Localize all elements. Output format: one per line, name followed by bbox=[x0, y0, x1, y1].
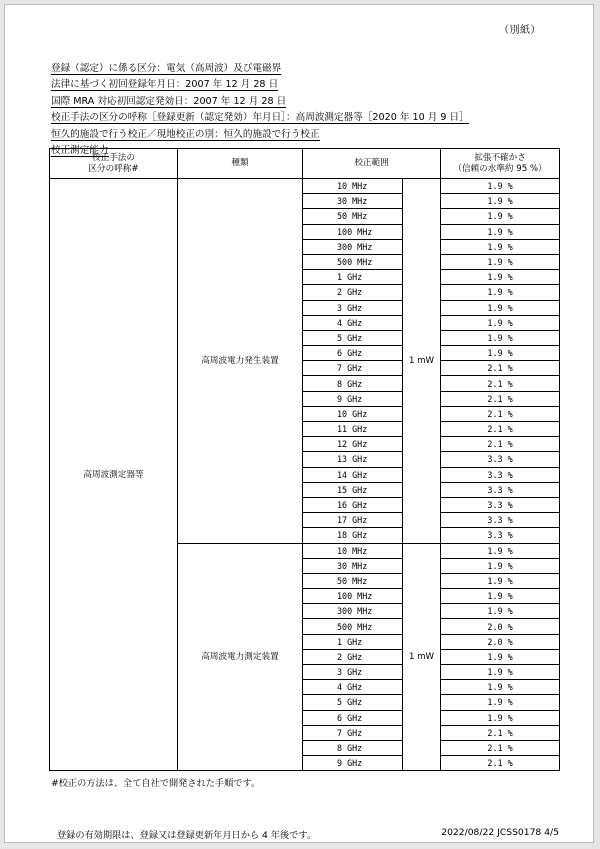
document-id: 2022/08/22 JCSS0178 4/5 bbox=[441, 827, 559, 838]
frequency-cell: 4 GHz bbox=[303, 680, 403, 695]
annex-label: （別紙） bbox=[499, 25, 541, 36]
uncertainty-cell: 2.1 % bbox=[441, 422, 560, 437]
frequency-cell: 5 GHz bbox=[303, 695, 403, 710]
header-line: 法律に基づく初回登録年月日：2007 年 12 月 28 日 bbox=[51, 79, 279, 91]
uncertainty-cell: 1.9 % bbox=[441, 209, 560, 224]
uncertainty-cell: 1.9 % bbox=[441, 315, 560, 330]
type-cell: 高周波電力測定装置 bbox=[178, 543, 303, 771]
frequency-cell: 1 GHz bbox=[303, 270, 403, 285]
frequency-cell: 1 GHz bbox=[303, 634, 403, 649]
level-cell: 1 mW bbox=[403, 543, 441, 771]
uncertainty-cell: 2.1 % bbox=[441, 376, 560, 391]
level-cell: 1 mW bbox=[403, 179, 441, 544]
frequency-cell: 10 MHz bbox=[303, 179, 403, 194]
type-cell: 高周波電力発生装置 bbox=[178, 179, 303, 544]
table-header-row bbox=[50, 149, 560, 179]
uncertainty-cell: 3.3 % bbox=[441, 467, 560, 482]
frequency-cell: 300 MHz bbox=[303, 239, 403, 254]
frequency-cell: 16 GHz bbox=[303, 497, 403, 512]
frequency-cell: 6 GHz bbox=[303, 710, 403, 725]
frequency-cell: 9 GHz bbox=[303, 391, 403, 406]
uncertainty-cell: 2.1 % bbox=[441, 391, 560, 406]
uncertainty-cell: 1.9 % bbox=[441, 710, 560, 725]
capability-table bbox=[49, 148, 560, 771]
frequency-cell: 11 GHz bbox=[303, 422, 403, 437]
frequency-cell: 300 MHz bbox=[303, 604, 403, 619]
uncertainty-cell: 2.1 % bbox=[441, 725, 560, 740]
table-body bbox=[50, 179, 560, 771]
footnote: #校正の方法は、全て自社で開発された手順です。 bbox=[51, 778, 261, 789]
frequency-cell: 30 MHz bbox=[303, 194, 403, 209]
uncertainty-cell: 2.0 % bbox=[441, 619, 560, 634]
frequency-cell: 8 GHz bbox=[303, 740, 403, 755]
validity-note: 登録の有効期限は、登録又は登録更新年月日から 4 年後です。 bbox=[57, 830, 317, 841]
frequency-cell: 15 GHz bbox=[303, 482, 403, 497]
uncertainty-cell: 2.0 % bbox=[441, 634, 560, 649]
uncertainty-cell: 1.9 % bbox=[441, 680, 560, 695]
uncertainty-cell: 1.9 % bbox=[441, 346, 560, 361]
frequency-cell: 2 GHz bbox=[303, 649, 403, 664]
uncertainty-cell: 2.1 % bbox=[441, 406, 560, 421]
header-line: 恒久的施設で行う校正／現地校正の別：恒久的施設で行う校正 bbox=[51, 128, 320, 140]
frequency-cell: 17 GHz bbox=[303, 513, 403, 528]
frequency-cell: 5 GHz bbox=[303, 330, 403, 345]
uncertainty-cell: 1.9 % bbox=[441, 649, 560, 664]
uncertainty-cell: 3.3 % bbox=[441, 528, 560, 543]
header-line: 国際 MRA 対応初回認定発効日：2007 年 12 月 28 日 bbox=[51, 95, 287, 107]
frequency-cell: 500 MHz bbox=[303, 254, 403, 269]
frequency-cell: 100 MHz bbox=[303, 589, 403, 604]
uncertainty-cell: 2.1 % bbox=[441, 437, 560, 452]
uncertainty-cell: 1.9 % bbox=[441, 194, 560, 209]
uncertainty-cell: 3.3 % bbox=[441, 452, 560, 467]
uncertainty-cell: 1.9 % bbox=[441, 695, 560, 710]
uncertainty-cell: 1.9 % bbox=[441, 224, 560, 239]
uncertainty-cell: 2.1 % bbox=[441, 740, 560, 755]
frequency-cell: 10 MHz bbox=[303, 543, 403, 558]
uncertainty-cell: 1.9 % bbox=[441, 573, 560, 588]
header-line: 登録（認定）に係る区分：電気（高周波）及び電磁界 bbox=[51, 63, 282, 74]
frequency-cell: 18 GHz bbox=[303, 528, 403, 543]
header-uncertainty: 拡張不確かさ （信頼の水準約 95 %） bbox=[441, 149, 560, 179]
frequency-cell: 50 MHz bbox=[303, 209, 403, 224]
frequency-cell: 3 GHz bbox=[303, 665, 403, 680]
uncertainty-cell: 2.1 % bbox=[441, 756, 560, 771]
frequency-cell: 12 GHz bbox=[303, 437, 403, 452]
uncertainty-cell: 3.3 % bbox=[441, 482, 560, 497]
header-range: 校正範囲 bbox=[303, 149, 441, 179]
uncertainty-cell: 1.9 % bbox=[441, 558, 560, 573]
frequency-cell: 100 MHz bbox=[303, 224, 403, 239]
frequency-cell: 6 GHz bbox=[303, 346, 403, 361]
frequency-cell: 500 MHz bbox=[303, 619, 403, 634]
uncertainty-cell: 1.9 % bbox=[441, 589, 560, 604]
uncertainty-cell: 1.9 % bbox=[441, 239, 560, 254]
frequency-cell: 30 MHz bbox=[303, 558, 403, 573]
frequency-cell: 13 GHz bbox=[303, 452, 403, 467]
uncertainty-cell: 1.9 % bbox=[441, 604, 560, 619]
frequency-cell: 3 GHz bbox=[303, 300, 403, 315]
method-cell: 高周波測定器等 bbox=[50, 179, 178, 771]
uncertainty-cell: 3.3 % bbox=[441, 513, 560, 528]
frequency-cell: 2 GHz bbox=[303, 285, 403, 300]
frequency-cell: 4 GHz bbox=[303, 315, 403, 330]
uncertainty-cell: 1.9 % bbox=[441, 285, 560, 300]
uncertainty-cell: 1.9 % bbox=[441, 665, 560, 680]
header-method: 校正手法の 区分の呼称# bbox=[50, 149, 178, 179]
frequency-cell: 9 GHz bbox=[303, 756, 403, 771]
header-line: 校正測定能力 bbox=[51, 145, 109, 157]
frequency-cell: 7 GHz bbox=[303, 725, 403, 740]
header-type: 種類 bbox=[178, 149, 303, 179]
uncertainty-cell: 1.9 % bbox=[441, 179, 560, 194]
uncertainty-cell: 1.9 % bbox=[441, 270, 560, 285]
uncertainty-cell: 3.3 % bbox=[441, 497, 560, 512]
uncertainty-cell: 2.1 % bbox=[441, 361, 560, 376]
uncertainty-cell: 1.9 % bbox=[441, 254, 560, 269]
table-row bbox=[50, 179, 560, 194]
document-page bbox=[4, 4, 594, 843]
frequency-cell: 10 GHz bbox=[303, 406, 403, 421]
uncertainty-cell: 1.9 % bbox=[441, 330, 560, 345]
frequency-cell: 50 MHz bbox=[303, 573, 403, 588]
frequency-cell: 8 GHz bbox=[303, 376, 403, 391]
header-block bbox=[51, 61, 469, 159]
header-line: 校正手法の区分の呼称［登録更新（認定発効）年月日］：高周波測定器等［2020 年 10 月 9 日］ bbox=[51, 112, 469, 124]
uncertainty-cell: 1.9 % bbox=[441, 300, 560, 315]
frequency-cell: 7 GHz bbox=[303, 361, 403, 376]
uncertainty-cell: 1.9 % bbox=[441, 543, 560, 558]
frequency-cell: 14 GHz bbox=[303, 467, 403, 482]
